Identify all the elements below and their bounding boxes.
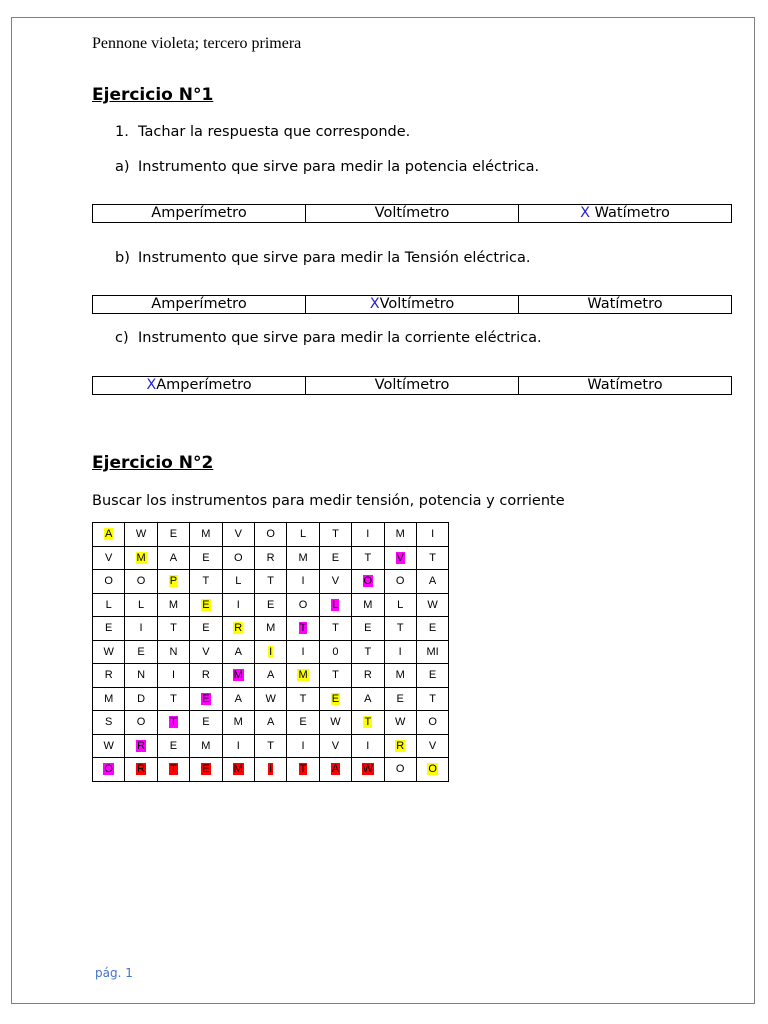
option-voltimetro[interactable] bbox=[306, 377, 519, 395]
grid-cell[interactable] bbox=[287, 734, 319, 758]
grid-cell[interactable] bbox=[125, 570, 157, 594]
grid-letter: A bbox=[266, 716, 275, 729]
grid-letter: M bbox=[266, 622, 276, 635]
grid-cell[interactable] bbox=[384, 758, 416, 782]
grid-cell[interactable] bbox=[125, 640, 157, 664]
grid-cell[interactable] bbox=[93, 640, 125, 664]
grid-cell[interactable] bbox=[157, 758, 189, 782]
option-label: Watímetro bbox=[594, 205, 670, 221]
question-text: Instrumento que sirve para medir la corriente eléctrica. bbox=[138, 330, 542, 346]
grid-cell[interactable] bbox=[222, 523, 254, 547]
grid-letter: O bbox=[363, 575, 373, 588]
grid-letter: I bbox=[269, 763, 273, 776]
grid-cell[interactable] bbox=[222, 617, 254, 641]
grid-row bbox=[93, 570, 449, 594]
grid-letter: M bbox=[201, 739, 211, 752]
grid-letter: R bbox=[396, 739, 405, 752]
grid-letter: T bbox=[299, 622, 307, 635]
grid-letter: I bbox=[366, 739, 370, 752]
grid-cell[interactable] bbox=[319, 546, 351, 570]
page-number: pág. 1 bbox=[95, 966, 133, 980]
grid-cell[interactable] bbox=[125, 758, 157, 782]
grid-letter: I bbox=[301, 739, 305, 752]
grid-cell[interactable] bbox=[384, 593, 416, 617]
grid-row bbox=[93, 640, 449, 664]
grid-cell[interactable] bbox=[254, 546, 286, 570]
grid-row bbox=[93, 593, 449, 617]
grid-letter: A bbox=[234, 692, 242, 705]
grid-cell[interactable] bbox=[190, 640, 222, 664]
grid-cell[interactable] bbox=[93, 617, 125, 641]
instruction-text: Tachar la respuesta que corresponde. bbox=[138, 124, 411, 140]
grid-letter: E bbox=[169, 739, 178, 752]
grid-letter: D bbox=[137, 692, 146, 705]
grid-letter: R bbox=[104, 669, 113, 682]
header-text: Pennone violeta; tercero primera bbox=[92, 35, 302, 52]
grid-cell[interactable] bbox=[125, 687, 157, 711]
grid-cell[interactable] bbox=[157, 570, 189, 594]
grid-letter: T bbox=[202, 575, 210, 588]
options-table-c bbox=[92, 376, 732, 395]
grid-cell[interactable] bbox=[352, 664, 384, 688]
grid-cell[interactable] bbox=[384, 734, 416, 758]
grid-letter: E bbox=[202, 716, 210, 729]
grid-cell[interactable] bbox=[190, 570, 222, 594]
question-text: Instrumento que sirve para medir la potencia eléctrica. bbox=[138, 159, 540, 175]
grid-letter: T bbox=[364, 551, 372, 564]
grid-row bbox=[93, 758, 449, 782]
grid-letter: E bbox=[137, 645, 145, 658]
grid-cell[interactable] bbox=[93, 546, 125, 570]
grid-letter: T bbox=[267, 739, 275, 752]
grid-letter: V bbox=[331, 739, 340, 752]
grid-letter: M bbox=[298, 669, 308, 682]
grid-letter: N bbox=[137, 669, 146, 682]
grid-letter: T bbox=[332, 528, 339, 541]
grid-cell[interactable] bbox=[319, 570, 351, 594]
grid-letter: O bbox=[428, 763, 437, 776]
grid-cell[interactable] bbox=[352, 687, 384, 711]
option-label: Voltímetro bbox=[379, 296, 455, 312]
grid-cell[interactable] bbox=[93, 758, 125, 782]
grid-letter: V bbox=[234, 528, 242, 541]
grid-cell[interactable] bbox=[157, 523, 189, 547]
grid-cell[interactable] bbox=[384, 617, 416, 641]
grid-letter: T bbox=[267, 575, 275, 588]
grid-cell[interactable] bbox=[190, 734, 222, 758]
grid-letter: W bbox=[427, 598, 438, 611]
grid-cell[interactable] bbox=[416, 640, 448, 664]
grid-letter: I bbox=[431, 528, 435, 541]
grid-cell[interactable] bbox=[157, 640, 189, 664]
grid-cell[interactable] bbox=[352, 523, 384, 547]
grid-letter: O bbox=[136, 716, 146, 729]
grid-cell[interactable] bbox=[287, 687, 319, 711]
grid-cell[interactable] bbox=[190, 711, 222, 735]
grid-cell[interactable] bbox=[157, 617, 189, 641]
grid-letter: L bbox=[332, 598, 339, 611]
grid-letter: V bbox=[202, 645, 210, 658]
grid-cell[interactable] bbox=[222, 640, 254, 664]
grid-letter: M bbox=[395, 669, 405, 682]
grid-letter: I bbox=[171, 669, 175, 682]
grid-letter: S bbox=[105, 716, 113, 729]
grid-cell[interactable] bbox=[319, 664, 351, 688]
grid-cell[interactable] bbox=[157, 711, 189, 735]
exercise2-instruction: Buscar los instrumentos para medir tensión, potencia y corriente bbox=[92, 493, 565, 509]
grid-letter: T bbox=[332, 669, 339, 682]
grid-letter: M bbox=[298, 551, 308, 564]
grid-cell[interactable] bbox=[384, 640, 416, 664]
grid-cell[interactable] bbox=[157, 687, 189, 711]
grid-cell[interactable] bbox=[93, 523, 125, 547]
grid-letter: A bbox=[266, 669, 275, 682]
grid-cell[interactable] bbox=[190, 758, 222, 782]
grid-letter: W bbox=[362, 763, 374, 776]
grid-cell[interactable] bbox=[254, 758, 286, 782]
option-label: Voltímetro bbox=[374, 377, 450, 393]
grid-letter: O bbox=[136, 575, 146, 588]
grid-letter: V bbox=[105, 551, 113, 564]
grid-cell[interactable] bbox=[287, 523, 319, 547]
options-table-b bbox=[92, 295, 732, 314]
grid-letter: O bbox=[104, 763, 113, 776]
grid-cell[interactable] bbox=[190, 664, 222, 688]
grid-row bbox=[93, 711, 449, 735]
grid-letter: E bbox=[331, 692, 340, 705]
grid-cell[interactable] bbox=[384, 523, 416, 547]
grid-cell[interactable] bbox=[287, 593, 319, 617]
grid-cell[interactable] bbox=[157, 546, 189, 570]
grid-cell[interactable] bbox=[93, 664, 125, 688]
exercise2-title: Ejercicio N°2 bbox=[92, 453, 214, 473]
grid-letter: M bbox=[233, 669, 243, 682]
option-label: Amperímetro bbox=[151, 205, 247, 221]
grid-letter: I bbox=[301, 645, 305, 658]
option-watimetro[interactable] bbox=[519, 205, 732, 223]
grid-cell[interactable] bbox=[352, 711, 384, 735]
exercise1-title: Ejercicio N°1 bbox=[92, 85, 214, 105]
grid-cell[interactable] bbox=[125, 617, 157, 641]
grid-letter: I bbox=[366, 528, 370, 541]
grid-cell[interactable] bbox=[416, 711, 448, 735]
grid-cell[interactable] bbox=[384, 664, 416, 688]
grid-cell[interactable] bbox=[319, 593, 351, 617]
grid-cell[interactable] bbox=[125, 546, 157, 570]
grid-letter: M bbox=[104, 692, 114, 705]
grid-cell[interactable] bbox=[384, 546, 416, 570]
option-amperimetro[interactable] bbox=[93, 205, 306, 223]
grid-cell[interactable] bbox=[125, 664, 157, 688]
grid-cell[interactable] bbox=[287, 617, 319, 641]
grid-letter: W bbox=[395, 716, 406, 729]
grid-cell[interactable] bbox=[222, 734, 254, 758]
option-label: Amperímetro bbox=[151, 296, 247, 312]
grid-cell[interactable] bbox=[384, 687, 416, 711]
grid-cell[interactable] bbox=[157, 593, 189, 617]
grid-cell[interactable] bbox=[319, 734, 351, 758]
grid-cell[interactable] bbox=[93, 593, 125, 617]
grid-letter: T bbox=[332, 622, 339, 635]
grid-letter: T bbox=[396, 622, 404, 635]
grid-letter: E bbox=[202, 763, 210, 776]
option-label: Watímetro bbox=[587, 296, 663, 312]
grid-letter: L bbox=[397, 598, 404, 611]
option-label: Voltímetro bbox=[374, 205, 450, 221]
grid-cell[interactable] bbox=[157, 734, 189, 758]
grid-letter: A bbox=[234, 645, 242, 658]
grid-letter: M bbox=[201, 528, 211, 541]
grid-cell[interactable] bbox=[416, 664, 448, 688]
grid-letter: I bbox=[139, 622, 143, 635]
grid-cell[interactable] bbox=[416, 523, 448, 547]
grid-letter: W bbox=[330, 716, 341, 729]
grid-cell[interactable] bbox=[254, 711, 286, 735]
selection-mark: X bbox=[146, 377, 157, 393]
grid-letter: R bbox=[137, 763, 146, 776]
grid-cell[interactable] bbox=[416, 758, 448, 782]
grid-letter: I bbox=[236, 739, 240, 752]
grid-cell[interactable] bbox=[287, 640, 319, 664]
grid-letter: E bbox=[266, 598, 275, 611]
grid-cell[interactable] bbox=[352, 734, 384, 758]
grid-cell[interactable] bbox=[222, 711, 254, 735]
grid-cell[interactable] bbox=[254, 687, 286, 711]
grid-cell[interactable] bbox=[319, 687, 351, 711]
grid-letter: O bbox=[395, 575, 405, 588]
grid-letter: I bbox=[236, 598, 240, 611]
option-watimetro[interactable] bbox=[519, 377, 732, 395]
grid-cell[interactable] bbox=[125, 523, 157, 547]
grid-cell[interactable] bbox=[319, 617, 351, 641]
grid-letter: L bbox=[299, 528, 307, 541]
question-letter: a) bbox=[115, 159, 130, 175]
grid-letter: E bbox=[299, 716, 307, 729]
grid-letter: R bbox=[363, 669, 372, 682]
grid-cell[interactable] bbox=[222, 570, 254, 594]
grid-cell[interactable] bbox=[352, 758, 384, 782]
grid-cell[interactable] bbox=[222, 758, 254, 782]
grid-letter: A bbox=[331, 763, 340, 776]
grid-cell[interactable] bbox=[190, 593, 222, 617]
grid-letter: M bbox=[395, 528, 405, 541]
grid-letter: T bbox=[170, 622, 177, 635]
grid-cell[interactable] bbox=[254, 570, 286, 594]
grid-cell[interactable] bbox=[416, 593, 448, 617]
grid-row bbox=[93, 664, 449, 688]
grid-cell[interactable] bbox=[222, 664, 254, 688]
grid-cell[interactable] bbox=[352, 570, 384, 594]
question-letter: c) bbox=[115, 330, 129, 346]
grid-row bbox=[93, 687, 449, 711]
option-label: Amperímetro bbox=[156, 377, 252, 393]
grid-letter: E bbox=[428, 669, 437, 682]
grid-letter: M bbox=[136, 551, 146, 564]
grid-cell[interactable] bbox=[157, 664, 189, 688]
grid-letter: R bbox=[266, 551, 275, 564]
grid-letter: R bbox=[201, 669, 210, 682]
grid-cell[interactable] bbox=[93, 687, 125, 711]
grid-cell[interactable] bbox=[254, 734, 286, 758]
grid-cell[interactable] bbox=[222, 687, 254, 711]
grid-letter: W bbox=[103, 739, 114, 752]
selection-mark: X bbox=[580, 205, 595, 221]
grid-cell[interactable] bbox=[190, 687, 222, 711]
grid-letter: V bbox=[428, 739, 437, 752]
grid-cell[interactable] bbox=[222, 593, 254, 617]
grid-letter: O bbox=[266, 528, 275, 541]
grid-letter: I bbox=[398, 645, 402, 658]
grid-letter: R bbox=[137, 739, 146, 752]
grid-letter: E bbox=[105, 622, 113, 635]
grid-cell[interactable] bbox=[287, 711, 319, 735]
grid-letter: T bbox=[364, 716, 372, 729]
grid-letter: T bbox=[364, 645, 372, 658]
grid-row bbox=[93, 546, 449, 570]
grid-letter: V bbox=[331, 575, 340, 588]
grid-cell[interactable] bbox=[222, 546, 254, 570]
grid-letter: T bbox=[299, 763, 307, 776]
grid-cell[interactable] bbox=[416, 687, 448, 711]
instruction-number: 1. bbox=[115, 124, 129, 140]
grid-letter: E bbox=[169, 528, 178, 541]
grid-cell[interactable] bbox=[190, 546, 222, 570]
grid-letter: O bbox=[104, 575, 113, 588]
grid-cell[interactable] bbox=[287, 758, 319, 782]
document-page bbox=[11, 17, 755, 1004]
grid-letter: M bbox=[233, 763, 243, 776]
grid-letter: L bbox=[138, 598, 145, 611]
grid-letter: A bbox=[169, 551, 178, 564]
grid-cell[interactable] bbox=[125, 593, 157, 617]
grid-letter: E bbox=[364, 622, 372, 635]
grid-row bbox=[93, 617, 449, 641]
grid-letter: T bbox=[170, 692, 177, 705]
grid-cell[interactable] bbox=[254, 593, 286, 617]
grid-letter: R bbox=[234, 622, 243, 635]
grid-cell[interactable] bbox=[352, 617, 384, 641]
grid-cell[interactable] bbox=[319, 640, 351, 664]
grid-cell[interactable] bbox=[384, 711, 416, 735]
option-voltimetro[interactable] bbox=[306, 205, 519, 223]
grid-letter: I bbox=[269, 645, 273, 658]
grid-letter: O bbox=[428, 716, 437, 729]
grid-cell[interactable] bbox=[93, 570, 125, 594]
grid-letter: M bbox=[363, 598, 373, 611]
grid-cell[interactable] bbox=[125, 711, 157, 735]
grid-cell[interactable] bbox=[254, 640, 286, 664]
option-watimetro[interactable] bbox=[519, 296, 732, 314]
grid-cell[interactable] bbox=[93, 711, 125, 735]
grid-letter: T bbox=[429, 551, 436, 564]
grid-cell[interactable] bbox=[319, 711, 351, 735]
question-text: Instrumento que sirve para medir la Tensión eléctrica. bbox=[138, 250, 531, 266]
grid-cell[interactable] bbox=[352, 640, 384, 664]
word-search-grid bbox=[92, 522, 449, 782]
grid-cell[interactable] bbox=[125, 734, 157, 758]
grid-row bbox=[93, 734, 449, 758]
grid-letter: T bbox=[170, 716, 177, 729]
grid-letter: W bbox=[265, 692, 276, 705]
grid-cell[interactable] bbox=[416, 546, 448, 570]
grid-cell[interactable] bbox=[416, 617, 448, 641]
grid-letter: O bbox=[298, 598, 308, 611]
grid-cell[interactable] bbox=[352, 593, 384, 617]
grid-letter: A bbox=[105, 528, 113, 541]
grid-letter: W bbox=[135, 528, 147, 541]
grid-letter: T bbox=[170, 763, 177, 776]
grid-letter: L bbox=[235, 575, 242, 588]
grid-letter: E bbox=[428, 622, 437, 635]
grid-letter: T bbox=[299, 692, 307, 705]
option-label: Watímetro bbox=[587, 377, 663, 393]
grid-letter: A bbox=[364, 692, 372, 705]
grid-letter: L bbox=[105, 598, 112, 611]
grid-letter: 0 bbox=[332, 645, 339, 658]
grid-letter: MI bbox=[426, 645, 439, 658]
grid-cell[interactable] bbox=[254, 664, 286, 688]
grid-letter: E bbox=[202, 622, 210, 635]
grid-cell[interactable] bbox=[287, 570, 319, 594]
grid-letter: M bbox=[168, 598, 179, 611]
grid-letter: T bbox=[429, 692, 436, 705]
grid-cell[interactable] bbox=[319, 523, 351, 547]
grid-cell[interactable] bbox=[190, 523, 222, 547]
question-letter: b) bbox=[115, 250, 130, 266]
grid-letter: V bbox=[396, 551, 404, 564]
grid-letter: A bbox=[428, 575, 437, 588]
grid-letter: N bbox=[169, 645, 178, 658]
grid-cell[interactable] bbox=[93, 734, 125, 758]
grid-letter: E bbox=[331, 551, 340, 564]
grid-cell[interactable] bbox=[416, 734, 448, 758]
grid-letter: E bbox=[202, 598, 210, 611]
grid-cell[interactable] bbox=[287, 546, 319, 570]
grid-cell[interactable] bbox=[254, 617, 286, 641]
grid-letter: E bbox=[396, 692, 404, 705]
grid-cell[interactable] bbox=[319, 758, 351, 782]
grid-letter: E bbox=[202, 692, 210, 705]
grid-letter: W bbox=[103, 645, 114, 658]
grid-cell[interactable] bbox=[190, 617, 222, 641]
option-voltimetro[interactable] bbox=[306, 296, 519, 314]
selection-mark: X bbox=[369, 296, 380, 312]
options-table-a bbox=[92, 204, 732, 223]
grid-letter: P bbox=[169, 575, 178, 588]
grid-row bbox=[93, 523, 449, 547]
grid-letter: M bbox=[233, 716, 243, 729]
grid-letter: O bbox=[233, 551, 243, 564]
grid-cell[interactable] bbox=[384, 570, 416, 594]
grid-cell[interactable] bbox=[254, 523, 286, 547]
grid-cell[interactable] bbox=[287, 664, 319, 688]
option-amperimetro[interactable] bbox=[93, 377, 306, 395]
grid-letter: E bbox=[202, 551, 210, 564]
grid-cell[interactable] bbox=[352, 546, 384, 570]
grid-cell[interactable] bbox=[416, 570, 448, 594]
grid-letter: O bbox=[395, 763, 405, 776]
option-amperimetro[interactable] bbox=[93, 296, 306, 314]
grid-letter: I bbox=[301, 575, 305, 588]
